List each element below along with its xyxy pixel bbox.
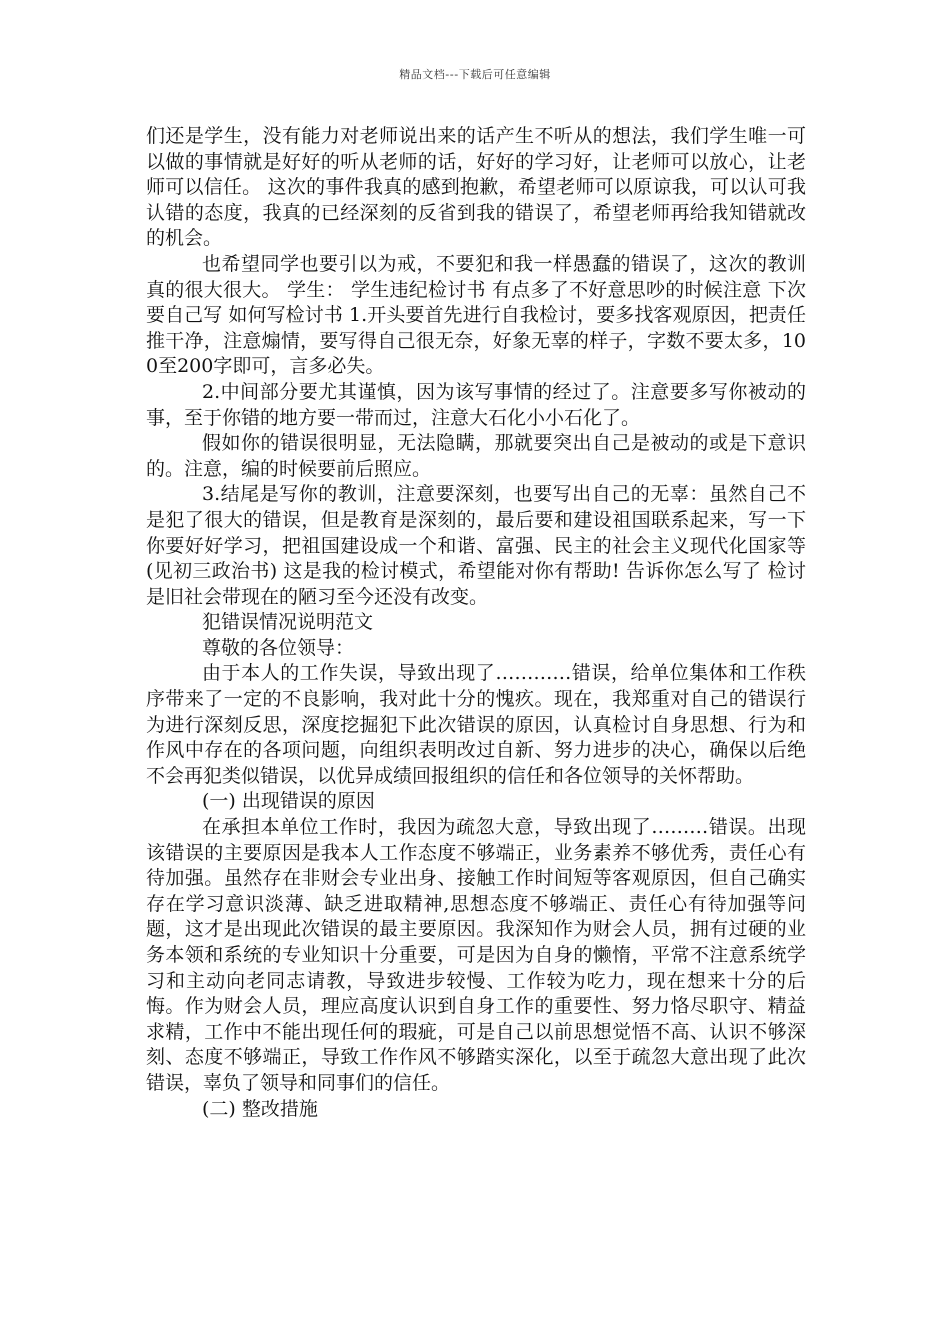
document-body bbox=[146, 124, 806, 1122]
page-header: 精品文档---下载后可任意编辑 bbox=[399, 68, 551, 81]
paragraph: 们还是学生，没有能力对老师说出来的话产生不听从的想法，我们学生唯一可以做的事情就是好好的听从老师的话，好好的学习好，让老师可以放心，让老师可以信任。 这次的事件我真的感到抱歉，希望老师可以原谅我，可以认可我认错的态度，我真的已经深刻的反省到我的错误了，希望老师再给我知错就改的机会。 bbox=[146, 125, 806, 250]
section-heading: (一) 出现错误的原因 bbox=[202, 790, 375, 813]
paragraph: 2.中间部分要尤其谨慎，因为该写事情的经过了。注意要多写你被动的事，至于你错的地方要一带而过，注意大石化小小石化了。 bbox=[146, 380, 806, 429]
paragraph: 3.结尾是写你的教训，注意要深刻，也要写出自己的无辜：虽然自己不是犯了很大的错误，但是教育是深刻的，最后要和建设祖国联系起来，写一下你要好好学习，把祖国建设成一个和谐、富强、民主的社会主义现代化国家等(见初三政治书) 这是我的检讨模式，希望能对你有帮助! 告诉你怎么写了 检讨是旧社会带现在的陋习至今还没有改变。 bbox=[146, 483, 806, 608]
paragraph: 由于本人的工作失误，导致出现了…………错误，给单位集体和工作秩序带来了一定的不良影响，我对此十分的愧疚。现在，我郑重对自己的错误行为进行深刻反思，深度挖掘犯下此次错误的原因，认真检讨自身思想、行为和作风中存在的各项问题，向组织表明改过自新、努力进步的决心，确保以后绝不会再犯类似错误，以优异成绩回报组织的信任和各位领导的关怀帮助。 bbox=[146, 662, 806, 787]
section-title: 犯错误情况说明范文 bbox=[202, 611, 374, 634]
section-heading: (二) 整改措施 bbox=[202, 1097, 318, 1120]
paragraph: 在承担本单位工作时，我因为疏忽大意，导致出现了………错误。出现该错误的主要原因是我本人工作态度不够端正，业务素养不够优秀，责任心有待加强。虽然存在非财会专业出身、接触工作时间短等客观原因，但自己确实存在学习意识淡薄、缺乏进取精神,思想态度不够端正、责任心有待加强等问题，这才是出现此次错误的最主要原因。我深知作为财会人员，拥有过硬的业务本领和系统的专业知识十分重要，可是因为自身的懒惰，平常不注意系统学习和主动向老同志请教，导致进步较慢、工作较为吃力，现在想来十分的后悔。作为财会人员，理应高度认识到自身工作的重要性、努力恪尽职守、精益求精，工作中不能出现任何的瑕疵，可是自己以前思想觉悟不高、认识不够深刻、态度不够端正，导致工作作风不够踏实深化，以至于疏忽大意出现了此次错误，辜负了领导和同事们的信任。 bbox=[146, 816, 806, 1094]
paragraph: 也希望同学也要引以为戒，不要犯和我一样愚蠢的错误了，这次的教训真的很大很大。 学生： 学生违纪检讨书 有点多了不好意思吵的时候注意 下次要自己写 如何写检讨书 1.开头要首先进行自我检讨，要多找客观原因，把责任推干净，注意煽情，要写得自己很无奈，好象无辜的样子，字数不要太多，100至200字即可，言多必失。 bbox=[146, 252, 806, 378]
paragraph: 假如你的错误很明显，无法隐瞒，那就要突出自己是被动的或是下意识的。注意，编的时候要前后照应。 bbox=[146, 432, 806, 480]
salutation: 尊敬的各位领导： bbox=[202, 636, 355, 659]
